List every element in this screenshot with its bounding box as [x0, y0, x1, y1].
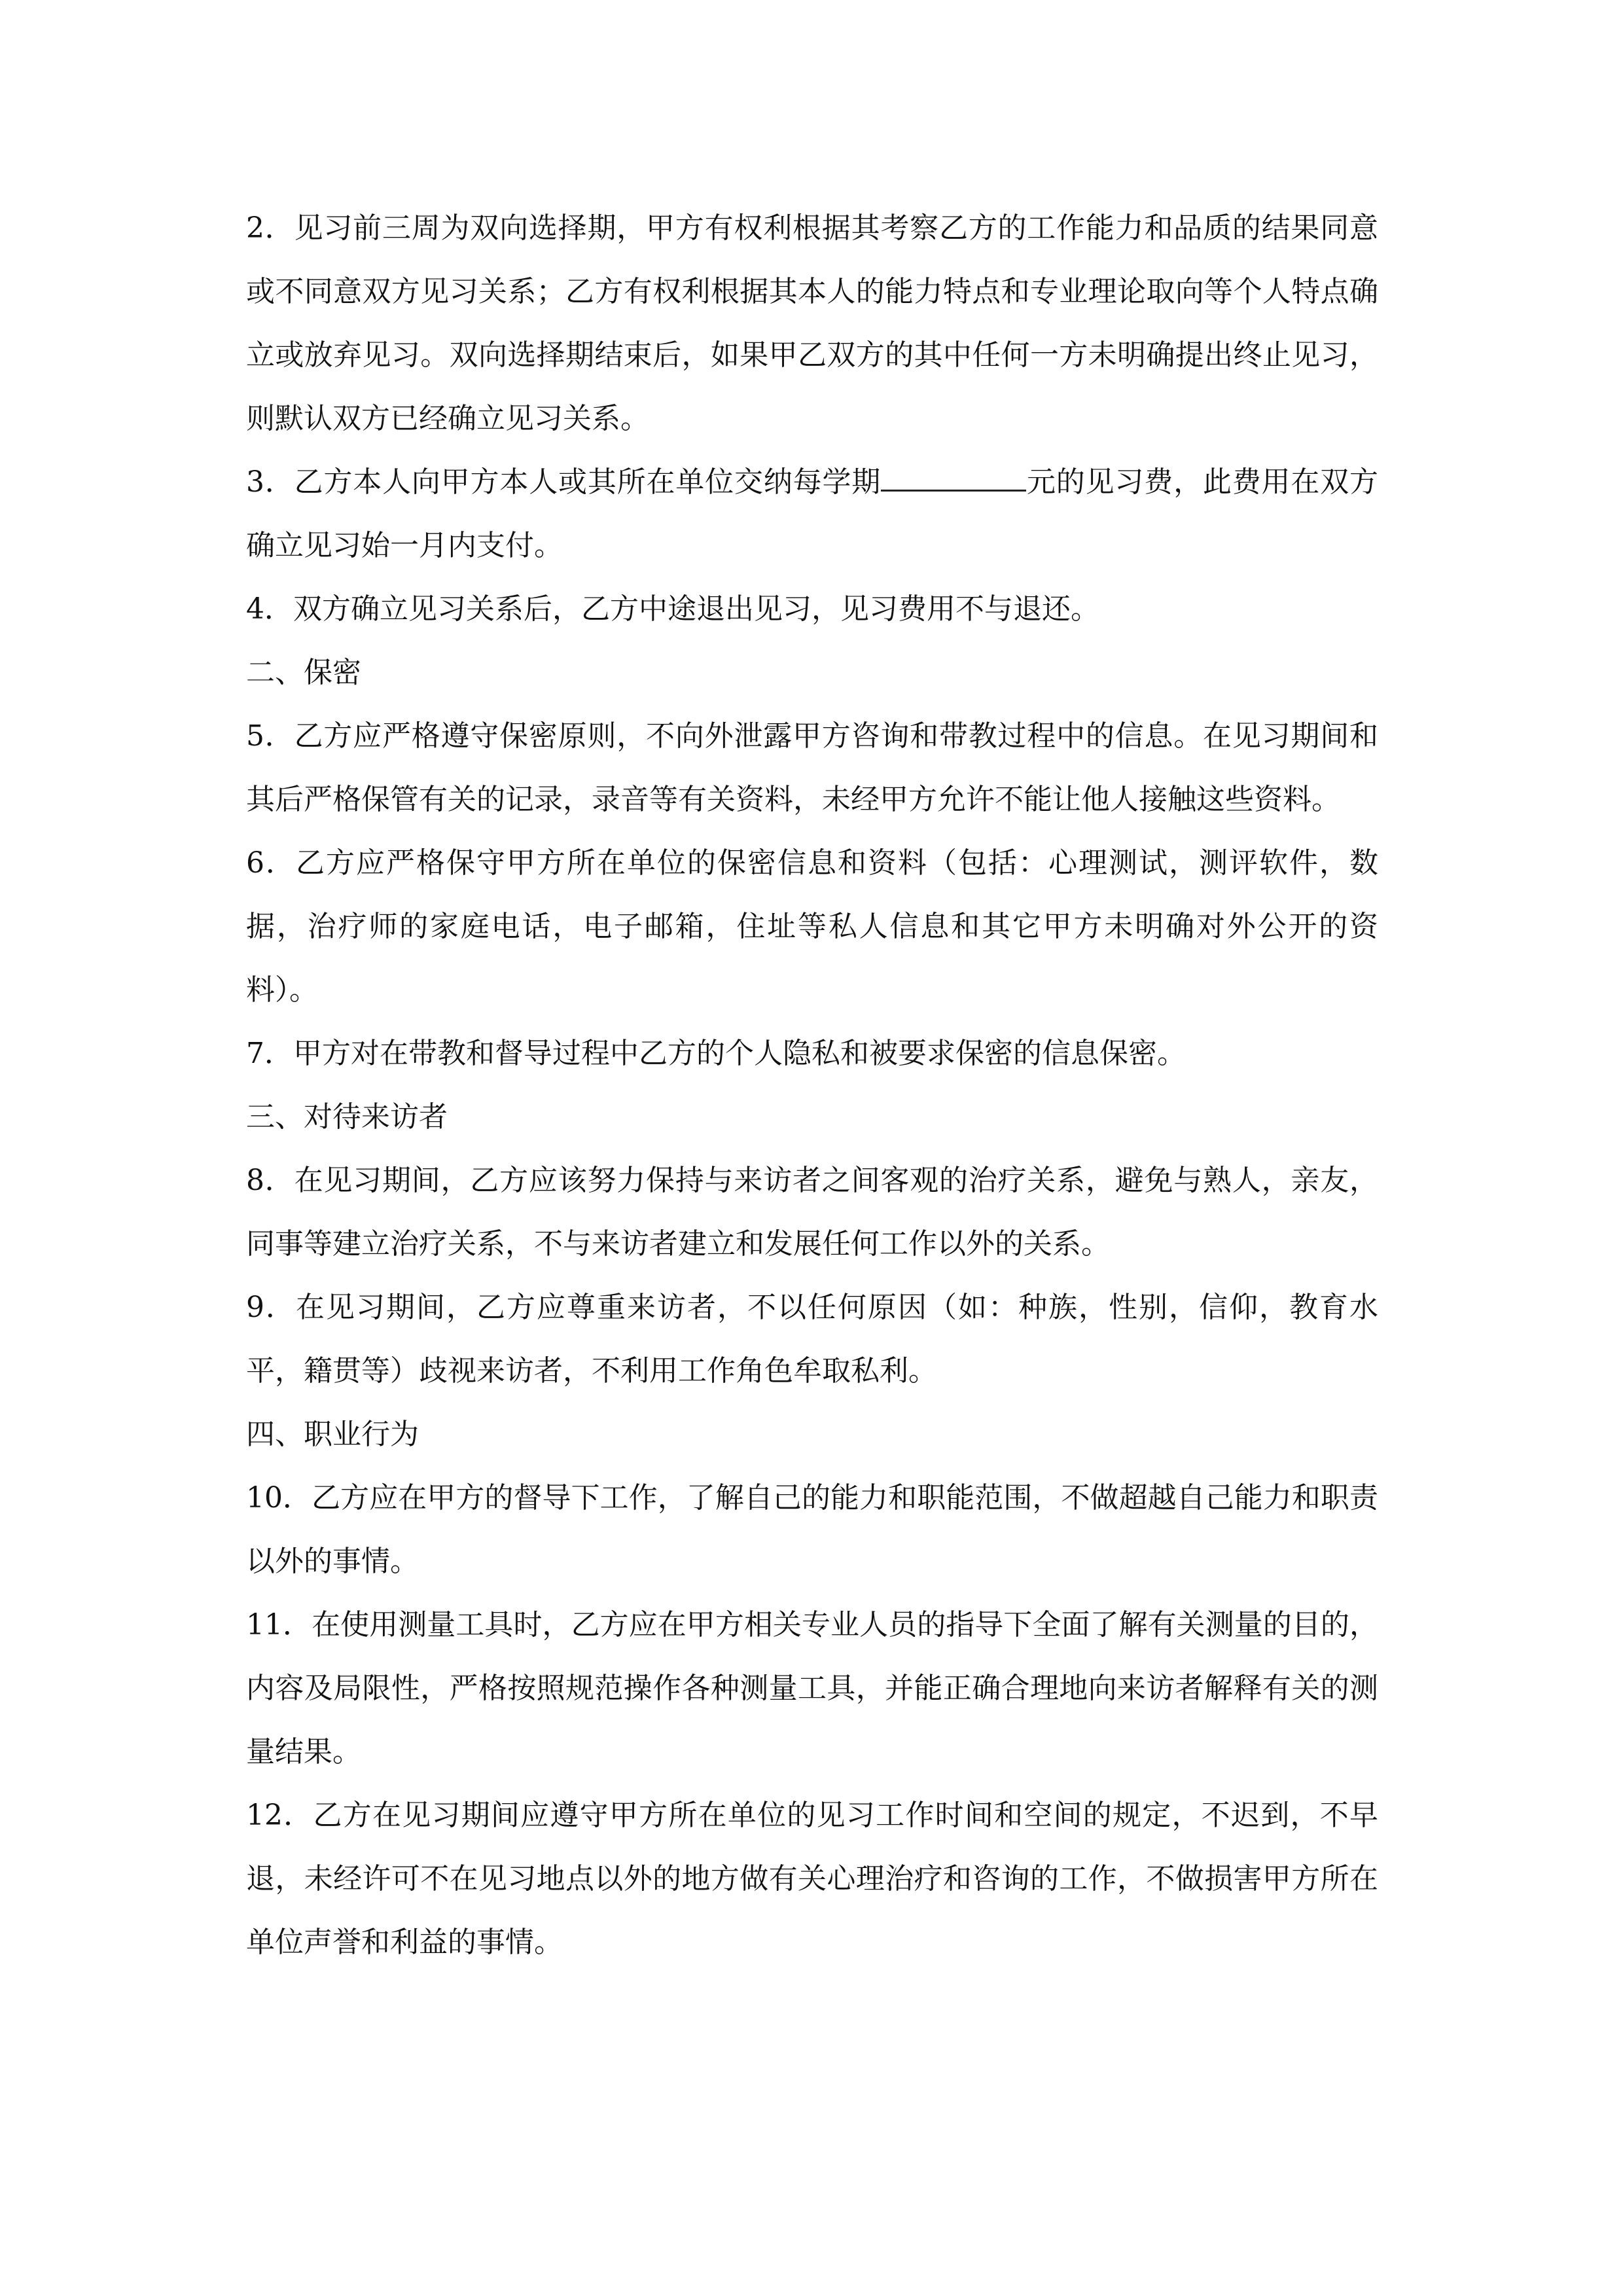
clause-7: 7．甲方对在带教和督导过程中乙方的个人隐私和被要求保密的信息保密。 — [246, 1037, 1186, 1070]
clause-8: 8．在见习期间，乙方应该努力保持与来访者之间客观的治疗关系，避免与熟人，亲友，同事等建立治疗关系，不与来访者建立和发展任何工作以外的关系。 — [246, 1164, 1378, 1261]
clause-5: 5．乙方应严格遵守保密原则，不向外泄露甲方咨询和带教过程中的信息。在见习期间和其后严格保管有关的记录，录音等有关资料，未经甲方允许不能让他人接触这些资料。 — [246, 719, 1378, 816]
clause-10: 10．乙方应在甲方的督导下工作，了解自己的能力和职能范围，不做超越自己能力和职责以外的事情。 — [246, 1481, 1378, 1578]
document-body — [246, 196, 1378, 1974]
clause-6: 6．乙方应严格保守甲方所在单位的保密信息和资料（包括：心理测试，测评软件，数据，治疗师的家庭电话，电子邮箱，住址等私人信息和其它甲方未明确对外公开的资料）。 — [246, 846, 1378, 1007]
clause-4: 4．双方确立见习关系后，乙方中途退出见习，见习费用不与退还。 — [246, 592, 1099, 626]
section-heading-visitors: 三、对待来访者 — [246, 1100, 448, 1134]
clause-3 — [246, 450, 1378, 577]
clause-12: 12．乙方在见习期间应遵守甲方所在单位的见习工作时间和空间的规定，不迟到，不早退，未经许可不在见习地点以外的地方做有关心理治疗和咨询的工作，不做损害甲方所在单位声誉和利益的事情。 — [246, 1799, 1378, 1959]
section-heading-confidentiality: 二、保密 — [246, 656, 361, 689]
clause-2: 2．见习前三周为双向选择期，甲方有权利根据其考察乙方的工作能力和品质的结果同意或不同意双方见习关系；乙方有权利根据其本人的能力特点和专业理论取向等个人特点确立或放弃见习。双向选择期结束后，如果甲乙双方的其中任何一方未明确提出终止见习，则默认双方已经确立见习关系。 — [246, 211, 1378, 435]
clause-11: 11．在使用测量工具时，乙方应在甲方相关专业人员的指导下全面了解有关测量的目的，内容及局限性，严格按照规范操作各种测量工具，并能正确合理地向来访者解释有关的测量结果。 — [246, 1608, 1378, 1768]
section-heading-professional-conduct: 四、职业行为 — [246, 1418, 419, 1451]
fee-blank-line — [881, 467, 1026, 492]
clause-9: 9．在见习期间，乙方应尊重来访者，不以任何原因（如：种族，性别，信仰，教育水平，籍贯等）歧视来访者，不利用工作角色牟取私利。 — [246, 1291, 1378, 1388]
clause-3-text-after: 元的见习费，此费用在双方确立见习始一月内支付。 — [246, 465, 1379, 562]
clause-3-text-before: 3．乙方本人向甲方本人或其所在单位交纳每学期 — [246, 465, 882, 499]
